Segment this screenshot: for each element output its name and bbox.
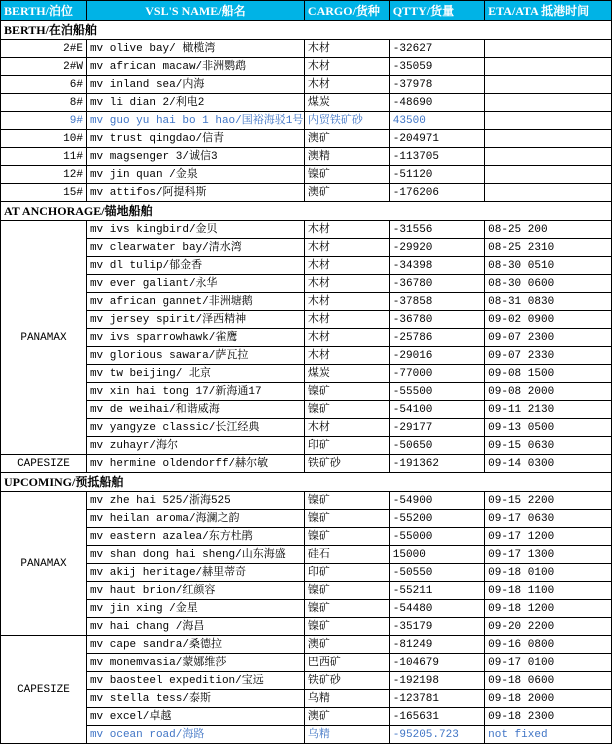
- eta-cell: 09-07 2330: [485, 347, 612, 365]
- quantity-cell: -51120: [389, 166, 484, 184]
- cargo-cell: 木材: [304, 419, 389, 437]
- eta-cell: [485, 76, 612, 94]
- eta-cell: 09-18 1100: [485, 582, 612, 600]
- vessel-name-cell: mv heilan aroma/海澜之韵: [86, 510, 304, 528]
- quantity-cell: -50550: [389, 564, 484, 582]
- table-row: [1, 347, 612, 365]
- eta-cell: 09-11 2130: [485, 401, 612, 419]
- quantity-cell: -37978: [389, 76, 484, 94]
- section-row: [1, 21, 612, 40]
- vessel-name-cell: mv jin xing /金星: [86, 600, 304, 618]
- section-title: AT ANCHORAGE/锚地船舶: [1, 202, 612, 221]
- quantity-cell: -191362: [389, 455, 484, 473]
- cargo-cell: 镍矿: [304, 618, 389, 636]
- eta-cell: 09-17 1300: [485, 546, 612, 564]
- table-row: [1, 672, 612, 690]
- cargo-cell: 镍矿: [304, 510, 389, 528]
- table-row: [1, 184, 612, 202]
- cargo-cell: 镍矿: [304, 166, 389, 184]
- eta-cell: 09-07 2300: [485, 329, 612, 347]
- vessel-name-cell: mv yangyze classic/长江经典: [86, 419, 304, 437]
- eta-cell: 09-16 0800: [485, 636, 612, 654]
- cargo-cell: 镍矿: [304, 582, 389, 600]
- quantity-cell: -35179: [389, 618, 484, 636]
- vessel-name-cell: mv attifos/阿提科斯: [86, 184, 304, 202]
- cargo-cell: 木材: [304, 257, 389, 275]
- berth-cell: 8#: [1, 94, 87, 112]
- quantity-cell: -54480: [389, 600, 484, 618]
- berth-cell: 9#: [1, 112, 87, 130]
- quantity-cell: -95205.723: [389, 726, 484, 744]
- table-row: [1, 329, 612, 347]
- vessel-name-cell: mv ocean road/海路: [86, 726, 304, 744]
- berth-cell: 6#: [1, 76, 87, 94]
- berth-cell: 2#W: [1, 58, 87, 76]
- quantity-cell: -55211: [389, 582, 484, 600]
- table-row: [1, 419, 612, 437]
- table-row: [1, 112, 612, 130]
- table-row: [1, 401, 612, 419]
- eta-cell: [485, 166, 612, 184]
- cargo-cell: 印矿: [304, 437, 389, 455]
- table-row: [1, 166, 612, 184]
- vessel-name-cell: mv monemvasia/蒙娜维莎: [86, 654, 304, 672]
- eta-cell: 09-17 0100: [485, 654, 612, 672]
- header-berth: BERTH/泊位: [1, 1, 87, 21]
- cargo-cell: 木材: [304, 58, 389, 76]
- vessel-name-cell: mv jin quan /金泉: [86, 166, 304, 184]
- vessel-name-cell: mv dl tulip/郁金香: [86, 257, 304, 275]
- cargo-cell: 煤炭: [304, 94, 389, 112]
- vessel-name-cell: mv hai chang /海昌: [86, 618, 304, 636]
- eta-cell: 09-15 2200: [485, 492, 612, 510]
- header-cargo: CARGO/货种: [304, 1, 389, 21]
- vessel-name-cell: mv eastern azalea/东方杜鹃: [86, 528, 304, 546]
- eta-cell: 09-17 0630: [485, 510, 612, 528]
- eta-cell: [485, 58, 612, 76]
- table-row: [1, 618, 612, 636]
- eta-cell: 09-20 2200: [485, 618, 612, 636]
- vessel-name-cell: mv excel/卓越: [86, 708, 304, 726]
- section-row: [1, 473, 612, 492]
- vessel-name-cell: mv tw beijing/ 北京: [86, 365, 304, 383]
- quantity-cell: -123781: [389, 690, 484, 708]
- table-row: [1, 58, 612, 76]
- cargo-cell: 巴西矿: [304, 654, 389, 672]
- cargo-cell: 木材: [304, 76, 389, 94]
- eta-cell: 09-14 0300: [485, 455, 612, 473]
- cargo-cell: 澳矿: [304, 708, 389, 726]
- vessel-name-cell: mv li dian 2/利电2: [86, 94, 304, 112]
- table-body: [1, 1, 612, 744]
- eta-cell: 09-15 0630: [485, 437, 612, 455]
- table-row: [1, 528, 612, 546]
- cargo-cell: 镍矿: [304, 383, 389, 401]
- cargo-cell: 木材: [304, 347, 389, 365]
- vessel-name-cell: mv african macaw/非洲鹦鹉: [86, 58, 304, 76]
- vessel-name-cell: mv haut brion/红颜容: [86, 582, 304, 600]
- vessel-name-cell: mv magsenger 3/诚信3: [86, 148, 304, 166]
- vessel-name-cell: mv xin hai tong 17/新海通17: [86, 383, 304, 401]
- eta-cell: 08-25 200: [485, 221, 612, 239]
- eta-cell: 09-18 0600: [485, 672, 612, 690]
- quantity-cell: -77000: [389, 365, 484, 383]
- eta-cell: 08-30 0600: [485, 275, 612, 293]
- cargo-cell: 澳矿: [304, 636, 389, 654]
- header-vessel-name: VSL'S NAME/船名: [86, 1, 304, 21]
- eta-cell: [485, 148, 612, 166]
- berth-cell: 12#: [1, 166, 87, 184]
- quantity-cell: -55000: [389, 528, 484, 546]
- cargo-cell: 硅石: [304, 546, 389, 564]
- quantity-cell: -31556: [389, 221, 484, 239]
- section-row: [1, 202, 612, 221]
- vessel-name-cell: mv zhe hai 525/浙海525: [86, 492, 304, 510]
- eta-cell: [485, 94, 612, 112]
- table-row: [1, 546, 612, 564]
- table-row: [1, 582, 612, 600]
- berth-cell: 11#: [1, 148, 87, 166]
- eta-cell: 09-13 0500: [485, 419, 612, 437]
- vessel-name-cell: mv baosteel expedition/宝远: [86, 672, 304, 690]
- table-row: [1, 293, 612, 311]
- eta-cell: not fixed: [485, 726, 612, 744]
- table-row: [1, 690, 612, 708]
- quantity-cell: -29177: [389, 419, 484, 437]
- vessel-name-cell: mv olive bay/ 橄榄湾: [86, 40, 304, 58]
- vessel-name-cell: mv hermine oldendorff/赫尔敏: [86, 455, 304, 473]
- header-eta: ETA/ATA 抵港时间: [485, 1, 612, 21]
- eta-cell: 09-18 2000: [485, 690, 612, 708]
- cargo-cell: 木材: [304, 293, 389, 311]
- cargo-cell: 铁矿砂: [304, 455, 389, 473]
- header-quantity: QTTY/货量: [389, 1, 484, 21]
- table-row: [1, 94, 612, 112]
- quantity-cell: -36780: [389, 275, 484, 293]
- vessel-size-group: CAPESIZE: [1, 636, 87, 744]
- quantity-cell: -35059: [389, 58, 484, 76]
- vessel-name-cell: mv cape sandra/桑德拉: [86, 636, 304, 654]
- berth-cell: 15#: [1, 184, 87, 202]
- table-row: [1, 636, 612, 654]
- table-row: [1, 311, 612, 329]
- eta-cell: 08-30 0510: [485, 257, 612, 275]
- quantity-cell: -192198: [389, 672, 484, 690]
- table-row: [1, 76, 612, 94]
- vessel-name-cell: mv guo yu hai bo 1 hao/国裕海驳1号: [86, 112, 304, 130]
- cargo-cell: 煤炭: [304, 365, 389, 383]
- quantity-cell: -81249: [389, 636, 484, 654]
- eta-cell: [485, 130, 612, 148]
- quantity-cell: -54900: [389, 492, 484, 510]
- eta-cell: 09-18 1200: [485, 600, 612, 618]
- header-row: [1, 1, 612, 21]
- vessel-name-cell: mv de weihai/和谐威海: [86, 401, 304, 419]
- berth-cell: 10#: [1, 130, 87, 148]
- vessel-size-group: PANAMAX: [1, 492, 87, 636]
- table-row: [1, 130, 612, 148]
- quantity-cell: -29016: [389, 347, 484, 365]
- cargo-cell: 木材: [304, 275, 389, 293]
- quantity-cell: 43500: [389, 112, 484, 130]
- section-title: UPCOMING/预抵船舶: [1, 473, 612, 492]
- eta-cell: [485, 112, 612, 130]
- quantity-cell: -54100: [389, 401, 484, 419]
- vessel-name-cell: mv african gannet/非洲塘鹅: [86, 293, 304, 311]
- berth-cell: 2#E: [1, 40, 87, 58]
- quantity-cell: -204971: [389, 130, 484, 148]
- vessel-name-cell: mv clearwater bay/清水湾: [86, 239, 304, 257]
- cargo-cell: 木材: [304, 40, 389, 58]
- table-row: [1, 40, 612, 58]
- quantity-cell: -55500: [389, 383, 484, 401]
- section-title: BERTH/在泊船舶: [1, 21, 612, 40]
- vessel-name-cell: mv ivs kingbird/金贝: [86, 221, 304, 239]
- vessel-name-cell: mv ever galiant/永华: [86, 275, 304, 293]
- quantity-cell: -48690: [389, 94, 484, 112]
- eta-cell: 09-08 2000: [485, 383, 612, 401]
- quantity-cell: -25786: [389, 329, 484, 347]
- cargo-cell: 木材: [304, 221, 389, 239]
- eta-cell: 09-18 2300: [485, 708, 612, 726]
- quantity-cell: -55200: [389, 510, 484, 528]
- vessel-name-cell: mv inland sea/内海: [86, 76, 304, 94]
- vessel-name-cell: mv trust qingdao/信青: [86, 130, 304, 148]
- cargo-cell: 澳矿: [304, 130, 389, 148]
- quantity-cell: -104679: [389, 654, 484, 672]
- vessel-name-cell: mv stella tess/泰斯: [86, 690, 304, 708]
- cargo-cell: 印矿: [304, 564, 389, 582]
- table-row: [1, 221, 612, 239]
- cargo-cell: 镍矿: [304, 528, 389, 546]
- quantity-cell: 15000: [389, 546, 484, 564]
- quantity-cell: -50650: [389, 437, 484, 455]
- table-row: [1, 437, 612, 455]
- table-row: [1, 257, 612, 275]
- vessel-size-group: CAPESIZE: [1, 455, 87, 473]
- table-row: [1, 510, 612, 528]
- vessel-name-cell: mv zuhayr/海尔: [86, 437, 304, 455]
- table-row: [1, 365, 612, 383]
- quantity-cell: -165631: [389, 708, 484, 726]
- vessel-name-cell: mv akij heritage/赫里蒂奇: [86, 564, 304, 582]
- vessel-name-cell: mv glorious sawara/萨瓦拉: [86, 347, 304, 365]
- table-row: [1, 492, 612, 510]
- cargo-cell: 木材: [304, 329, 389, 347]
- table-row: [1, 239, 612, 257]
- eta-cell: 08-31 0830: [485, 293, 612, 311]
- quantity-cell: -176206: [389, 184, 484, 202]
- table-row: [1, 148, 612, 166]
- quantity-cell: -29920: [389, 239, 484, 257]
- table-row: [1, 383, 612, 401]
- cargo-cell: 镍矿: [304, 401, 389, 419]
- quantity-cell: -37858: [389, 293, 484, 311]
- table-row: [1, 600, 612, 618]
- quantity-cell: -34398: [389, 257, 484, 275]
- eta-cell: 08-25 2310: [485, 239, 612, 257]
- cargo-cell: 木材: [304, 311, 389, 329]
- table-row: [1, 455, 612, 473]
- cargo-cell: 镍矿: [304, 600, 389, 618]
- vessel-name-cell: mv jersey spirit/泽西精神: [86, 311, 304, 329]
- cargo-cell: 铁矿砂: [304, 672, 389, 690]
- table-row: [1, 275, 612, 293]
- table-row: [1, 654, 612, 672]
- vessel-size-group: PANAMAX: [1, 221, 87, 455]
- quantity-cell: -113705: [389, 148, 484, 166]
- cargo-cell: 内贸铁矿砂: [304, 112, 389, 130]
- cargo-cell: 乌精: [304, 726, 389, 744]
- eta-cell: [485, 184, 612, 202]
- eta-cell: 09-17 1200: [485, 528, 612, 546]
- vessel-name-cell: mv ivs sparrowhawk/雀鹰: [86, 329, 304, 347]
- vessel-name-cell: mv shan dong hai sheng/山东海盛: [86, 546, 304, 564]
- table-row: [1, 708, 612, 726]
- eta-cell: [485, 40, 612, 58]
- cargo-cell: 澳精: [304, 148, 389, 166]
- eta-cell: 09-18 0100: [485, 564, 612, 582]
- cargo-cell: 乌精: [304, 690, 389, 708]
- cargo-cell: 澳矿: [304, 184, 389, 202]
- cargo-cell: 木材: [304, 239, 389, 257]
- cargo-cell: 镍矿: [304, 492, 389, 510]
- table-row: [1, 564, 612, 582]
- eta-cell: 09-08 1500: [485, 365, 612, 383]
- quantity-cell: -32627: [389, 40, 484, 58]
- eta-cell: 09-02 0900: [485, 311, 612, 329]
- quantity-cell: -36780: [389, 311, 484, 329]
